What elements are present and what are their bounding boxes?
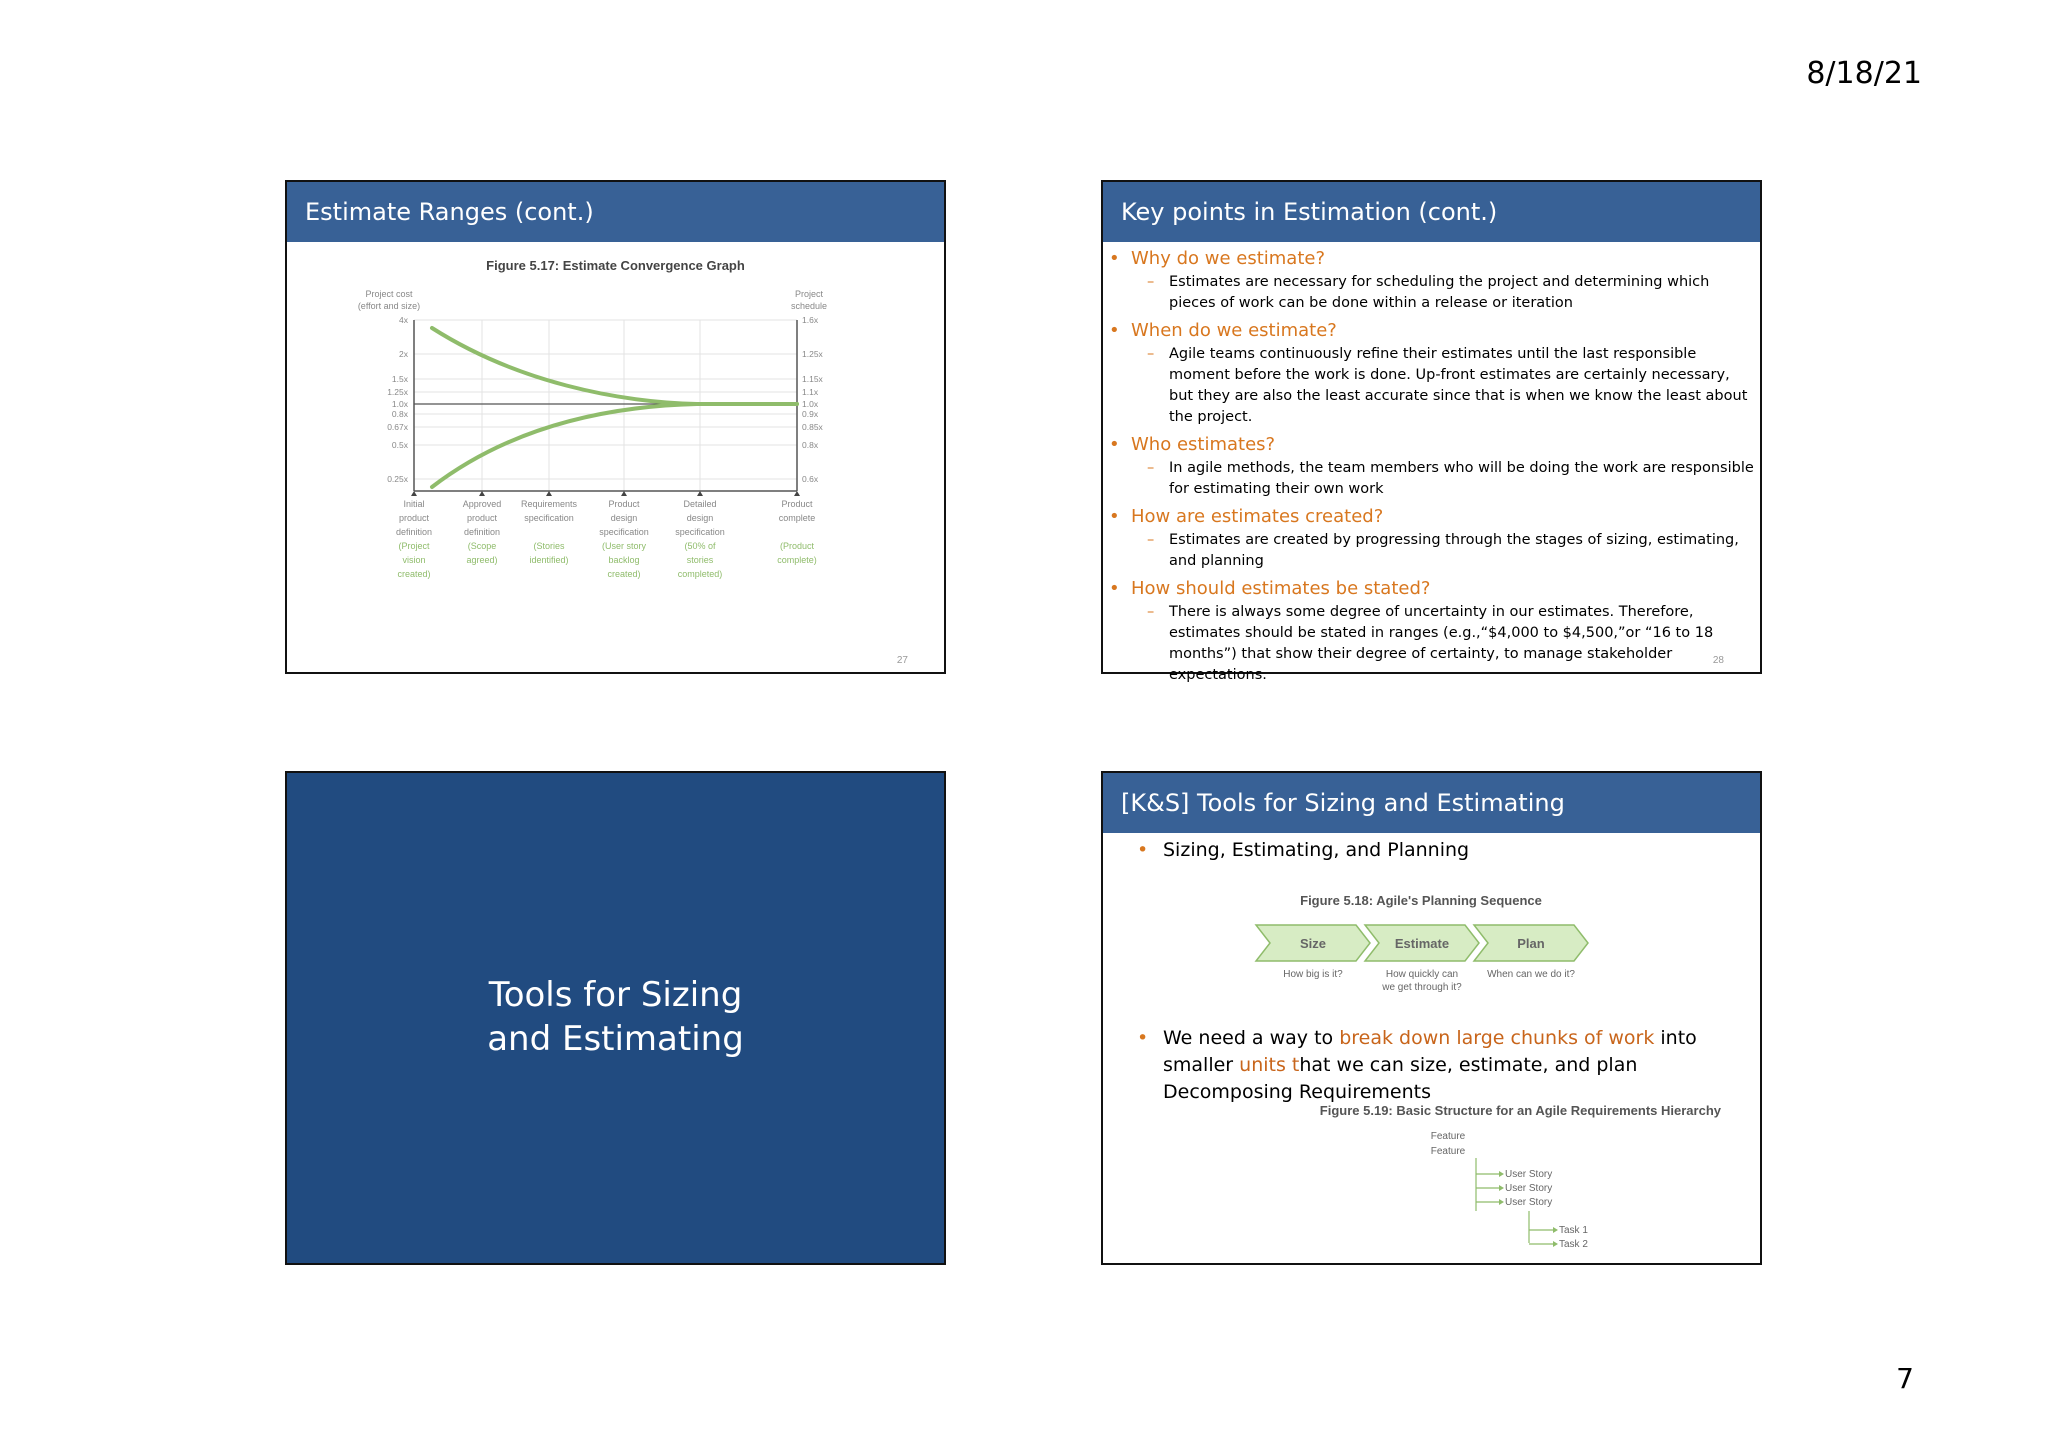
- x-tick-note: identified): [529, 555, 569, 565]
- dash-icon: –: [1147, 460, 1155, 476]
- bullet-icon: •: [1109, 434, 1120, 455]
- x-tick-label: complete: [778, 513, 816, 523]
- dash-icon: –: [1147, 532, 1155, 548]
- upper-estimate-curve: [432, 328, 797, 404]
- answer: Agile teams continuously refine their estimates until the last responsible moment before the work is done. Up-front estimates are certainly necessary, but they are also the least accurate since that is when we know the least about the project.: [1169, 346, 1748, 425]
- y-tick-label: 0.8x: [391, 409, 408, 419]
- chevron-label: Estimate: [1394, 936, 1450, 951]
- arrow-icon: [1499, 1185, 1504, 1191]
- bullet-icon: •: [1137, 839, 1149, 861]
- y2-tick-label: 0.9x: [802, 409, 819, 419]
- question: Who estimates?: [1131, 434, 1276, 455]
- chevron-label: Plan: [1517, 936, 1545, 951]
- x-tick-label: product: [398, 513, 430, 523]
- y-tick-label: 1.5x: [391, 374, 408, 384]
- x-tick-label: Product: [781, 499, 813, 509]
- slide-estimate-ranges: [285, 180, 946, 674]
- x-tick-note: completed): [677, 569, 723, 579]
- dash-icon: –: [1147, 274, 1155, 290]
- figure-title: Figure 5.17: Estimate Convergence Graph: [486, 258, 745, 273]
- chevron-caption: How quickly can: [1385, 969, 1459, 980]
- slide-title: [K&S] Tools for Sizing and Estimating: [1103, 773, 1760, 833]
- bullet-icon: •: [1137, 1027, 1149, 1049]
- y2-axis-label: Project: [794, 289, 824, 299]
- slide-section-title: [285, 771, 946, 1265]
- user-story-label: User Story: [1505, 1197, 1553, 1208]
- estimate-convergence-chart: [287, 282, 944, 682]
- y2-tick-label: 0.6x: [802, 474, 819, 484]
- chevron-caption: we get through it?: [1382, 982, 1462, 993]
- answer: Estimates are necessary for scheduling the project and determining which pieces of work can be done within a release or iteration: [1169, 274, 1710, 311]
- slide-number: 27: [896, 655, 908, 666]
- y2-tick-label: 1.1x: [802, 387, 819, 397]
- y-tick-label: 2x: [399, 349, 408, 359]
- question: Why do we estimate?: [1131, 248, 1326, 269]
- slide-title: Estimate Ranges (cont.): [287, 182, 944, 242]
- x-tick-note: backlog: [608, 555, 640, 565]
- x-tick-label: Product: [608, 499, 640, 509]
- slide-title: Key points in Estimation (cont.): [1103, 182, 1760, 242]
- x-tick-label: Initial: [403, 499, 425, 509]
- dash-icon: –: [1147, 346, 1155, 362]
- section-title-line1: Tools for Sizing: [488, 975, 743, 1015]
- figure-title: Figure 5.19: Basic Structure for an Agile Requirements Hierarchy: [1319, 1103, 1721, 1118]
- y-tick-label: 0.67x: [387, 422, 408, 432]
- bullet-icon: •: [1109, 320, 1120, 341]
- chevron-label: Size: [1299, 936, 1327, 951]
- y2-axis-label: schedule: [790, 301, 828, 311]
- key-points-list: [1103, 242, 1760, 686]
- y2-tick-label: 1.0x: [802, 399, 819, 409]
- task-label: Task 2: [1559, 1239, 1588, 1250]
- x-tick-label: definition: [395, 527, 433, 537]
- text-run: We need a way to: [1163, 1027, 1340, 1049]
- y-tick-label: 1.25x: [387, 387, 408, 397]
- x-tick-label: specification: [675, 527, 725, 537]
- x-tick-note: (User story: [601, 541, 647, 551]
- x-tick-label: specification: [524, 513, 574, 523]
- x-tick-note: stories: [686, 555, 714, 565]
- bullet-item: [1137, 837, 1760, 864]
- arrow-icon: [1499, 1171, 1504, 1177]
- x-tick-note: (50% of: [684, 541, 716, 551]
- bullet-icon: •: [1109, 248, 1120, 269]
- y-tick-label: 4x: [399, 315, 408, 325]
- x-tick-label: design: [610, 513, 638, 523]
- answer: In agile methods, the team members who will be doing the work are responsible for estimating their own work: [1169, 460, 1754, 497]
- x-tick-note: (Scope: [467, 541, 497, 551]
- bullet-icon: •: [1109, 506, 1120, 527]
- slide-tools: [1101, 771, 1762, 1265]
- bullet-text: [1163, 1025, 1737, 1106]
- task-label: Task 1: [1559, 1225, 1588, 1236]
- y2-tick-label: 0.8x: [802, 440, 819, 450]
- y-tick-label: 0.5x: [391, 440, 408, 450]
- y2-tick-label: 1.25x: [802, 349, 823, 359]
- x-tick-note: complete): [777, 555, 817, 565]
- x-tick-label: Detailed: [683, 499, 717, 509]
- dash-icon: –: [1147, 604, 1155, 620]
- x-tick-label: design: [686, 513, 714, 523]
- y-axis-label: Project cost: [365, 289, 413, 299]
- user-story-label: User Story: [1505, 1169, 1553, 1180]
- section-title-line2: and Estimating: [487, 1019, 744, 1059]
- answer: There is always some degree of uncertainty in our estimates. Therefore, estimates should be stated in ranges (e.g.,“$4,000 to $4,500,”or “16 to 18 months”) that show their degree of certainty, to manage stakeholder expectations.: [1169, 604, 1714, 683]
- highlight-text: units t: [1239, 1054, 1300, 1076]
- y-axis-label: (effort and size): [357, 301, 421, 311]
- x-tick-label: specification: [599, 527, 649, 537]
- answer: Estimates are created by progressing through the stages of sizing, estimating, and planning: [1169, 532, 1739, 569]
- y2-tick-label: 0.85x: [802, 422, 823, 432]
- question: How should estimates be stated?: [1131, 578, 1431, 599]
- page-number: 7: [1896, 1362, 1914, 1395]
- feature-label: Feature: [1430, 1131, 1466, 1142]
- x-tick-label: Approved: [462, 499, 502, 509]
- figure-title: Figure 5.18: Agile's Planning Sequence: [1300, 893, 1542, 908]
- slide-number: 28: [1712, 655, 1724, 666]
- text-run: hat we can size, estimate, and plan Decomposing Requirements: [1163, 1054, 1638, 1103]
- x-tick-note: created): [607, 569, 641, 579]
- x-tick-label: definition: [463, 527, 501, 537]
- feature-label: Feature: [1430, 1146, 1466, 1157]
- requirements-hierarchy-figure: [1103, 1103, 1760, 1293]
- arrow-icon: [1499, 1199, 1504, 1205]
- y2-tick-label: 1.15x: [802, 374, 823, 384]
- x-tick-note: vision: [402, 555, 426, 565]
- bullet-icon: •: [1109, 578, 1120, 599]
- user-story-label: User Story: [1505, 1183, 1553, 1194]
- x-tick-note: (Stories: [533, 541, 565, 551]
- key-point: [1109, 432, 1760, 500]
- x-tick-note: agreed): [466, 555, 498, 565]
- x-tick-label: product: [466, 513, 498, 523]
- chevron-caption: When can we do it?: [1487, 969, 1575, 980]
- planning-sequence-figure: [1103, 885, 1760, 1015]
- key-point: [1109, 504, 1760, 572]
- bullet-text: Sizing, Estimating, and Planning: [1163, 839, 1470, 861]
- x-tick-note: (Project: [398, 541, 430, 551]
- page-date: 8/18/21: [1806, 56, 1922, 91]
- text-run: into smaller: [1163, 1027, 1697, 1076]
- key-point: [1109, 318, 1760, 428]
- chevron-caption: How big is it?: [1283, 969, 1343, 980]
- question: When do we estimate?: [1131, 320, 1337, 341]
- key-point: [1109, 576, 1760, 686]
- slide-key-points: [1101, 180, 1762, 683]
- question: How are estimates created?: [1131, 506, 1384, 527]
- bullet-item: [1137, 1025, 1737, 1106]
- y-tick-label: 0.25x: [387, 474, 408, 484]
- arrow-icon: [1553, 1241, 1558, 1247]
- x-tick-note: (Product: [779, 541, 815, 551]
- highlight-text: break down large chunks of work: [1339, 1027, 1655, 1049]
- y2-tick-label: 1.6x: [802, 315, 819, 325]
- key-point: [1109, 246, 1760, 314]
- y-tick-label: 1.0x: [391, 399, 408, 409]
- x-tick-note: created): [397, 569, 431, 579]
- section-title: [287, 973, 944, 1061]
- arrow-icon: [1553, 1227, 1558, 1233]
- x-tick-label: Requirements: [520, 499, 578, 509]
